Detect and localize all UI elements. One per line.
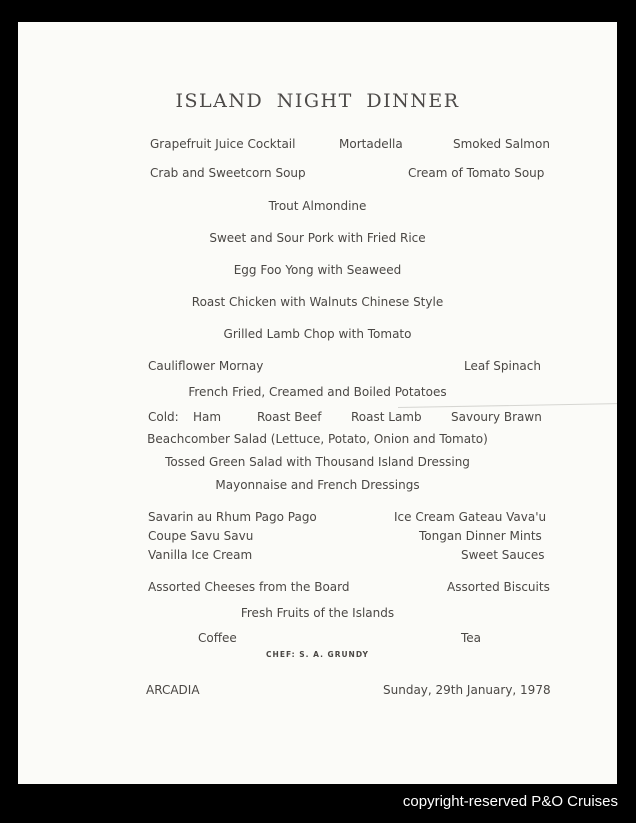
salad-item: Beachcomber Salad (Lettuce, Potato, Onion and Tomato) [147, 432, 488, 446]
salad-item: Mayonnaise and French Dressings [215, 478, 420, 492]
salad-item: Tossed Green Salad with Thousand Island Dressing [165, 455, 470, 469]
drink-item: Tea [461, 631, 482, 645]
starter-item: Grapefruit Juice Cocktail [150, 137, 296, 151]
main-item: Roast Chicken with Walnuts Chinese Style [191, 295, 444, 309]
main-item: Sweet and Sour Pork with Fried Rice [209, 231, 426, 245]
dessert-item: Tongan Dinner Mints [419, 529, 542, 543]
cold-label: Cold: [148, 410, 179, 424]
fruits-line: Fresh Fruits of the Islands [240, 606, 395, 620]
drink-item: Coffee [198, 631, 237, 645]
menu-card [18, 22, 617, 784]
cold-item: Ham [193, 410, 222, 424]
copyright-notice: copyright-reserved P&O Cruises [402, 793, 618, 810]
chef-credit: CHEF: S. A. GRUNDY [266, 650, 369, 659]
cheese-item: Assorted Cheeses from the Board [148, 580, 350, 594]
main-item: Trout Almondine [268, 199, 367, 213]
soup-item: Crab and Sweetcorn Soup [150, 166, 306, 180]
cold-item: Savoury Brawn [451, 410, 542, 424]
soup-item: Cream of Tomato Soup [408, 166, 545, 180]
cold-item: Roast Beef [257, 410, 322, 424]
ship-name: ARCADIA [146, 683, 200, 697]
dessert-item: Coupe Savu Savu [148, 529, 254, 543]
menu-title: ISLAND NIGHT DINNER [175, 90, 460, 112]
dessert-item: Ice Cream Gateau Vava'u [394, 510, 547, 524]
dessert-item: Vanilla Ice Cream [148, 548, 253, 562]
vegetable-item: Leaf Spinach [464, 359, 541, 373]
menu-date: Sunday, 29th January, 1978 [383, 683, 551, 697]
starter-item: Smoked Salmon [453, 137, 550, 151]
starter-item: Mortadella [339, 137, 403, 151]
cheese-item: Assorted Biscuits [447, 580, 550, 594]
potatoes-line: French Fried, Creamed and Boiled Potatoes [188, 385, 447, 399]
cold-item: Roast Lamb [351, 410, 422, 424]
vegetable-item: Cauliflower Mornay [148, 359, 264, 373]
main-item: Grilled Lamb Chop with Tomato [223, 327, 412, 341]
dessert-item: Savarin au Rhum Pago Pago [148, 510, 317, 524]
paper-fold-line [398, 403, 617, 408]
main-item: Egg Foo Yong with Seaweed [233, 263, 402, 277]
dessert-item: Sweet Sauces [461, 548, 545, 562]
